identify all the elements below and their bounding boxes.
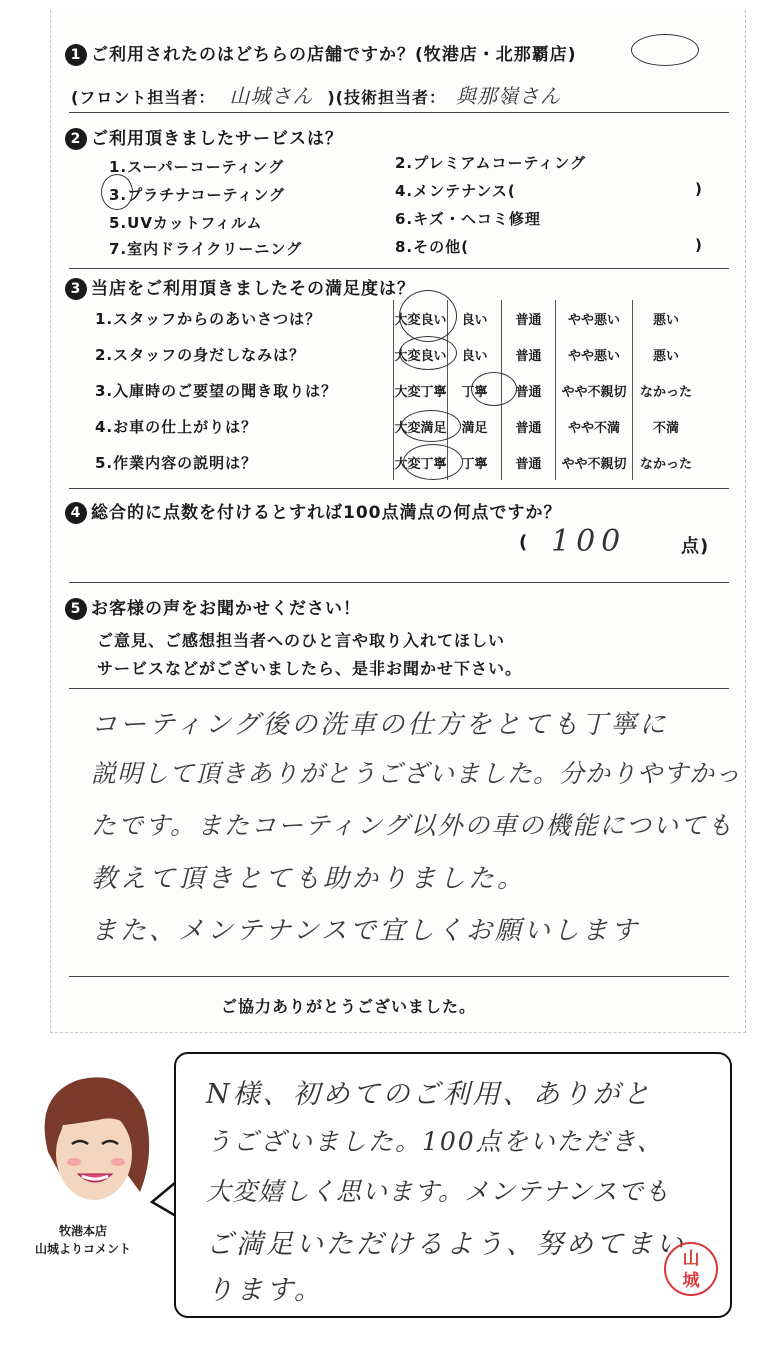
question-1 [65,40,577,66]
thanks-text: ご協力ありがとうございました。 [221,997,477,1016]
divider [69,582,729,583]
score-value: 100 [551,524,627,559]
satisfaction-row [95,444,699,480]
front-staff-label: (フロント担当者： [71,88,216,107]
question-number: 1 [65,44,87,66]
row-label: 2.スタッフの身だしなみは？ [95,336,394,372]
question-3 [65,274,415,300]
option-cell: 普通 [502,408,556,444]
avatar-caption-comment: 山城よりコメント [34,1242,131,1256]
option-cell: 普通 [502,300,556,336]
customer-comment-line: たです。またコーティング以外の車の機能についても [91,811,735,840]
answer-circle [399,336,457,370]
satisfaction-row [95,300,699,336]
front-staff-name: 山城さん [229,84,314,108]
option-cell: やや不親切 [556,372,633,408]
reply-line: ご満足いただけるよう、努めてまい [206,1229,686,1260]
option-cell: なかった [633,372,700,408]
answer-circle [403,444,463,480]
answer-circle [401,410,461,442]
divider [69,976,729,977]
question-5-line2: ご意見、ご感想担当者へのひと言や取り入れてほしい [97,631,506,650]
service-option: 4.メンテナンス( [395,182,516,200]
front-staff-line [71,80,561,109]
option-cell: 満足 [448,408,502,444]
selected-store-circle [631,34,699,66]
customer-comment-line: 説明して頂きありがとうございました。分かりやすかっ [91,759,742,788]
option-cell: なかった [633,444,700,480]
option-cell: 良い [448,336,502,372]
divider [69,488,729,489]
question-2-text: ご利用頂きましたサービスは？ [91,129,343,149]
question-2 [65,124,343,150]
question-number: 2 [65,128,87,150]
customer-comment-line: また、メンテナンスで宜しくお願いします [91,916,640,946]
question-number: 4 [65,502,87,524]
option-cell: 良い [448,300,502,336]
option-cell: 悪い [633,300,700,336]
customer-comment-line: 教えて頂きとても助かりました。 [91,864,527,894]
option-cell: 大変良い [394,300,448,336]
name-seal-stamp: 山 城 [664,1242,718,1296]
reply-line: N様、初めてのご利用、ありがと [206,1079,653,1110]
divider [69,112,729,113]
service-option: 5.UVカットフィルム [109,214,263,232]
service-option: 6.キズ・ヘコミ修理 [395,210,541,228]
question-number: 5 [65,598,87,620]
service-option: 7.室内ドライクリーニング [109,240,303,258]
option-cell: 大変満足 [394,408,448,444]
option-cell: やや悪い [556,336,633,372]
option-cell: やや不満 [556,408,633,444]
score-unit: 点) [681,536,710,557]
row-label: 1.スタッフからのあいさつは？ [95,300,394,336]
question-3-text: 当店をご利用頂きましたその満足度は？ [91,279,415,299]
score-open-paren: ( [519,532,529,553]
question-number: 3 [65,278,87,300]
option-cell: やや悪い [556,300,633,336]
answer-circle [471,372,517,406]
avatar-caption-store: 牧港本店 [58,1224,107,1238]
tech-staff-name: 與那嶺さん [455,84,561,108]
question-4-text: 総合的に点数を付けるとすれば100点満点の何点ですか？ [91,503,562,523]
service-option: 3.プラチナコーティング [109,186,286,204]
row-label: 4.お車の仕上がりは？ [95,408,394,444]
service-option: 8.その他( [395,238,469,256]
survey-form [50,10,746,1033]
question-5-text: お客様の声をお聞かせください！ [91,599,361,619]
service-option: 1.スーパーコーティング [109,158,285,176]
reply-line: うございました。100点をいただき、 [206,1127,664,1156]
divider [69,268,729,269]
option-cell: 丁寧 [448,444,502,480]
row-label: 3.入庫時のご要望の聞き取りは？ [95,372,394,408]
close-paren: ) [695,236,702,254]
question-5 [65,594,361,620]
question-4 [65,498,562,524]
reply-line: 大変嬉しく思います。メンテナンスでも [206,1177,671,1206]
question-1-text: ご利用されたのはどちらの店舗ですか？(牧港店・北那覇店) [91,45,577,65]
answer-circle [399,290,457,342]
row-label: 5.作業内容の説明は？ [95,444,394,480]
option-cell: 不満 [633,408,700,444]
service-option: 2.プレミアムコーティング [395,154,586,172]
option-cell: 大変丁寧 [394,372,448,408]
satisfaction-table [95,300,699,480]
staff-avatar [28,1066,158,1216]
option-cell: 普通 [502,336,556,372]
question-5-line3: サービスなどがございましたら、是非お聞かせ下さい。 [97,659,523,678]
satisfaction-row [95,372,699,408]
tech-staff-label: )(技術担当者： [327,88,446,107]
satisfaction-row [95,408,699,444]
customer-comment-line: コーティング後の洗車の仕方をとても丁寧に [91,710,669,740]
divider [69,688,729,689]
option-cell: やや不親切 [556,444,633,480]
reply-line: ります。 [206,1275,324,1306]
option-cell: 悪い [633,336,700,372]
option-cell: 丁寧 [448,372,502,408]
selected-service-circle [101,174,133,210]
option-cell: 大変良い [394,336,448,372]
staff-reply-bubble [174,1052,732,1318]
satisfaction-row [95,336,699,372]
option-cell: 普通 [502,372,556,408]
close-paren: ) [695,180,702,198]
option-cell: 普通 [502,444,556,480]
option-cell: 大変丁寧 [394,444,448,480]
